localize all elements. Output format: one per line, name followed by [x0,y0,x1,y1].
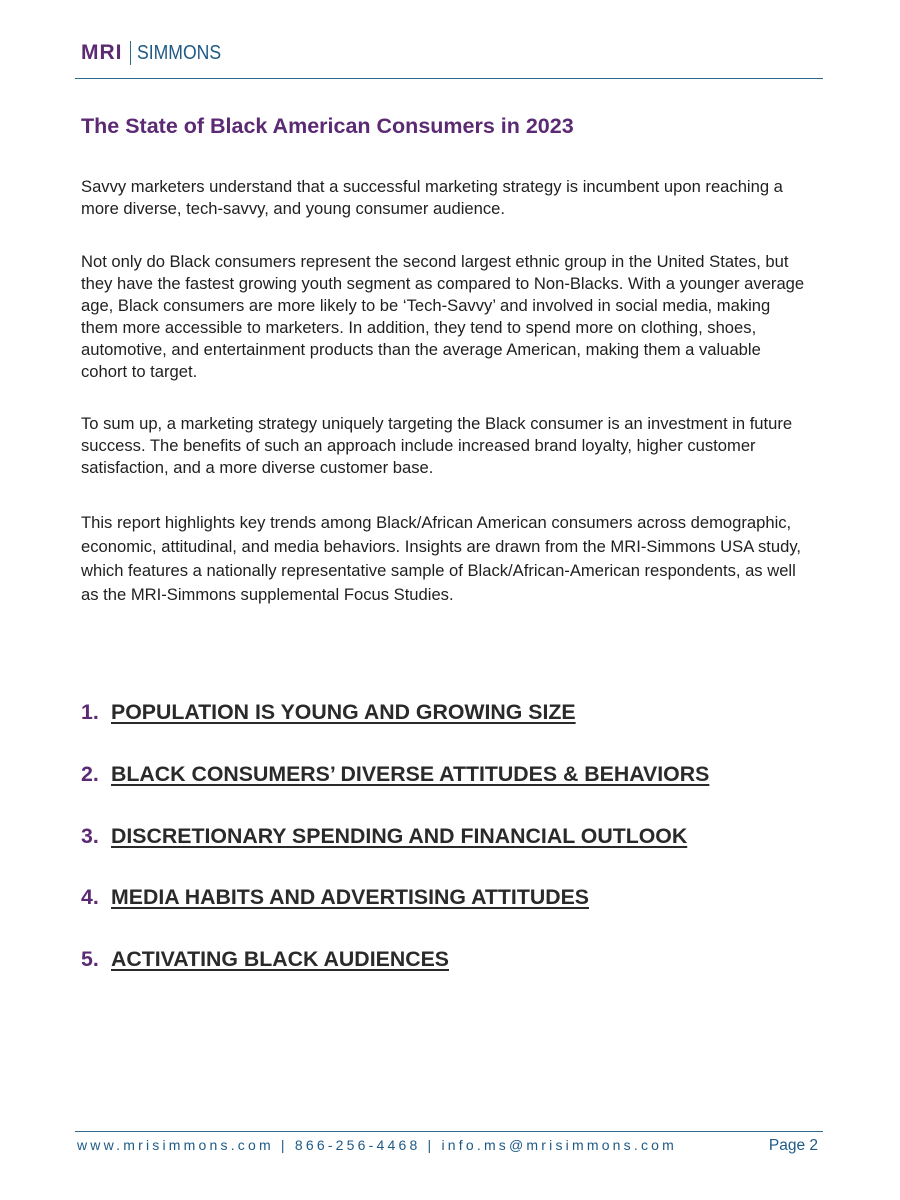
logo-divider [130,41,131,65]
toc-number: 1. [81,700,99,724]
toc-link-activating-audiences[interactable]: ACTIVATING BLACK AUDIENCES [111,947,449,972]
logo-simmons-text: SIMMONS [136,41,221,64]
footer-separator: | [280,1137,288,1153]
toc-number: 4. [81,885,99,910]
toc-item-4 [81,885,709,947]
toc-item-1 [81,700,709,762]
intro-paragraph-1: Savvy marketers understand that a successful marketing strategy is incumbent upon reaching a more diverse, tech-savvy, and young consumer audience. [81,177,783,218]
toc-number: 2. [81,761,99,786]
toc-link-attitudes-behaviors[interactable]: BLACK CONSUMERS’ DIVERSE ATTITUDES & BEHAVIORS [111,761,710,786]
page-header [75,38,823,79]
footer-contact-line [77,1137,677,1153]
footer-separator: | [427,1137,435,1153]
toc-number: 3. [81,823,99,848]
logo-mri-text: MRI [81,41,123,64]
toc-item-5 [81,947,709,1009]
mri-simmons-logo [81,40,232,66]
intro-paragraph-3: To sum up, a marketing strategy uniquely targeting the Black consumer is an investment in future success. The benefits of such an approach include increased brand loyalty, higher customer satisfaction, and a more diverse customer base. [81,414,793,477]
intro-paragraph-4: This report highlights key trends among Black/African American consumers across demographic, economic, attitudinal, and media behaviors. Insights are drawn from the MRI-Simmons USA study, which features a nationally representative sample of Black/African-American respondents, as well as the MRI-Simmons supplemental Focus Studies. [81,513,801,604]
toc-item-3 [81,824,709,886]
footer-email-link[interactable]: info.ms@mrisimmons.com [441,1137,677,1153]
page-title: The State of Black American Consumers in 2023 [81,114,574,138]
toc-link-population[interactable]: POPULATION IS YOUNG AND GROWING SIZE [111,700,576,724]
page-number: Page 2 [768,1137,818,1154]
toc-number: 5. [81,947,99,972]
toc-link-media-habits[interactable]: MEDIA HABITS AND ADVERTISING ATTITUDES [111,885,589,910]
page-footer [75,1131,823,1162]
toc-link-spending-outlook[interactable]: DISCRETIONARY SPENDING AND FINANCIAL OUTLOOK [111,823,688,848]
intro-paragraph-2: Not only do Black consumers represent the second largest ethnic group in the United States, but they have the fastest growing youth segment as compared to Non-Blacks. With a younger average age, Black consumers are more likely to be ‘Tech-Savvy’ and involved in social media, making them more accessible to marketers. In addition, they tend to spend more on clothing, shoes, automotive, and entertainment products than the average American, making them a valuable cohort to target. [81,252,805,381]
footer-website-link[interactable]: www.mrisimmons.com [77,1137,274,1153]
table-of-contents [81,700,709,1009]
footer-phone[interactable]: 866-256-4468 [294,1137,421,1153]
toc-item-2 [81,762,709,824]
